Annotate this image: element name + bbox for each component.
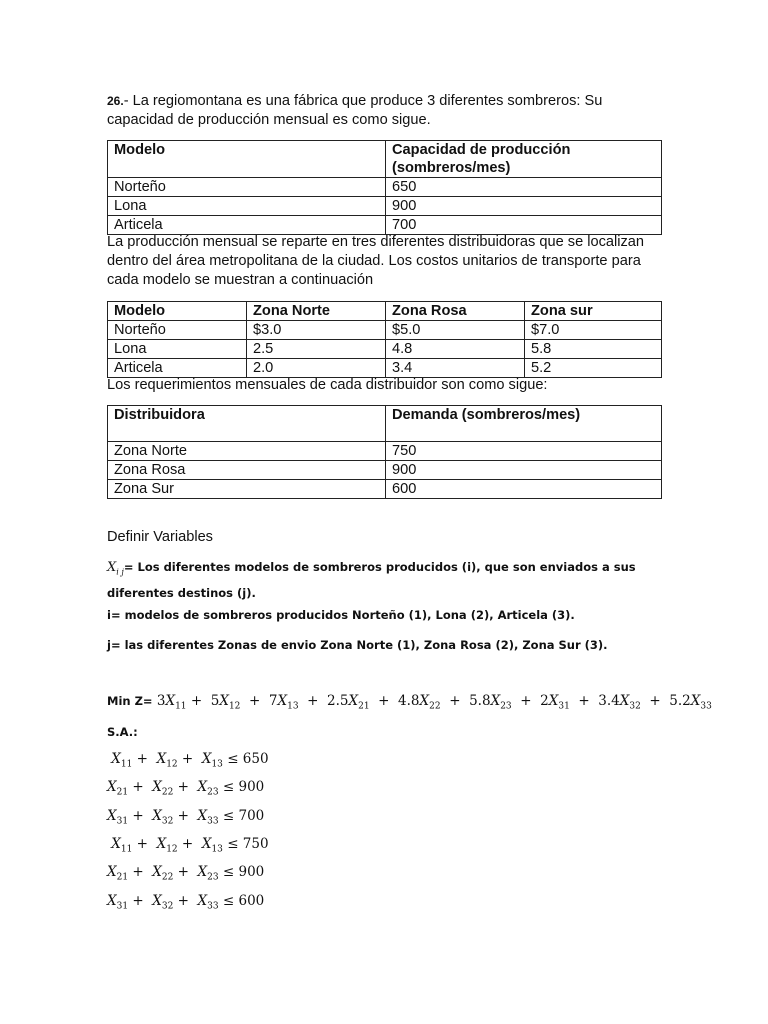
transport-cost-table (107, 301, 662, 378)
distribution-paragraph: La producción mensual se reparte en tres diferentes distribuidoras que se localizan dentro del área metropolitana de la ciudad. Los costos unitarios de transporte para cada modelo se muestran a continuación (107, 234, 645, 288)
table-cell: $5.0 (386, 321, 525, 340)
objective-function: Min $Z= 3X_{11} + 5X_{12} + 7X_{13} + 2.5X_{21} + 4.8X_{22} + 5.8X_{23} + 2X_{31} + 3.4X_{32} + 5.2X_{33}$ (107, 693, 712, 712)
problem-number: 26. (107, 94, 124, 108)
table-cell: 900 (386, 461, 662, 480)
table-cell: 900 (386, 197, 662, 216)
table-row (108, 321, 662, 340)
table-cell: 2.5 (247, 340, 386, 359)
problem-intro: - La regiomontana es una fábrica que produce 3 diferentes sombreros: Su capacidad de producción mensual es como sigue. (107, 93, 603, 128)
table-header-cell: Modelo (108, 141, 386, 178)
problem-statement (107, 92, 667, 130)
table-cell: Articela (108, 359, 247, 378)
table-cell: 5.8 (525, 340, 662, 359)
variables-heading: Definir Variables (107, 529, 213, 545)
requirements-paragraph: Los requerimientos mensuales de cada distribuidor son como sigue: (107, 377, 548, 393)
table-row (108, 442, 662, 461)
constraint-4: $X_{11} + X_{12} + X_{13} \le 750$ (111, 836, 269, 855)
constraint-6: $X_{31} + X_{32} + X_{33} \le 600$ (107, 893, 265, 912)
constraint-5: $X_{21} + X_{22} + X_{23} \le 900$ (107, 864, 265, 883)
j-definition: j= las diferentes Zonas de envio Zona Norte (1), Zona Rosa (2), Zona Sur (3). (107, 638, 608, 652)
table-row (108, 359, 662, 378)
table-row (108, 461, 662, 480)
table-header-cell: Modelo (108, 302, 247, 321)
table-cell: Lona (108, 340, 247, 359)
table-header-cell: Demanda (sombreros/mes) (386, 406, 662, 442)
table-cell: Norteño (108, 178, 386, 197)
table-cell: 5.2 (525, 359, 662, 378)
table-row (108, 340, 662, 359)
table-cell: 700 (386, 216, 662, 235)
i-definition: i= modelos de sombreros producidos Norteño (1), Lona (2), Articela (3). (107, 608, 575, 622)
demand-table (107, 405, 662, 499)
table-cell: 3.4 (386, 359, 525, 378)
table-header-cell: Zona Rosa (386, 302, 525, 321)
objective-label: Min Z= (107, 694, 153, 708)
constraint-2: $X_{21} + X_{22} + X_{23} \le 900$ (107, 779, 265, 798)
table-cell: Norteño (108, 321, 247, 340)
table-cell: Articela (108, 216, 386, 235)
table-header-cell: Capacidad de producción (sombreros/mes) (386, 141, 662, 178)
table-header-row (108, 302, 662, 321)
table-header-row (108, 406, 662, 442)
table-cell: 750 (386, 442, 662, 461)
table-header-cell: Zona sur (525, 302, 662, 321)
table-header-cell: Distribuidora (108, 406, 386, 442)
table-row (108, 197, 662, 216)
table-cell: $3.0 (247, 321, 386, 340)
constraint-3: $X_{31} + X_{32} + X_{33} \le 700$ (107, 808, 265, 827)
xij-definition: $X_{i j}=$ Los diferentes modelos de sombreros producidos (i), que son enviados a sus diferentes destinos (j). (107, 560, 636, 600)
table-cell: Zona Norte (108, 442, 386, 461)
table-cell: 4.8 (386, 340, 525, 359)
capacity-table (107, 140, 662, 235)
table-cell: 600 (386, 480, 662, 499)
table-row (108, 178, 662, 197)
table-row (108, 480, 662, 499)
table-cell: Zona Rosa (108, 461, 386, 480)
table-cell: Lona (108, 197, 386, 216)
table-header-cell: Zona Norte (247, 302, 386, 321)
table-cell: $7.0 (525, 321, 662, 340)
subject-to-label: S.A.: (107, 725, 138, 739)
xij-definition-text: = Los diferentes modelos de sombreros producidos (i), que son enviados a sus diferentes destinos (j). (107, 560, 636, 600)
table-cell: Zona Sur (108, 480, 386, 499)
table-header-row (108, 141, 662, 178)
table-cell: 2.0 (247, 359, 386, 378)
table-cell: 650 (386, 178, 662, 197)
constraint-1: $X_{11} + X_{12} + X_{13} \le 650$ (111, 751, 269, 770)
table-row (108, 216, 662, 235)
